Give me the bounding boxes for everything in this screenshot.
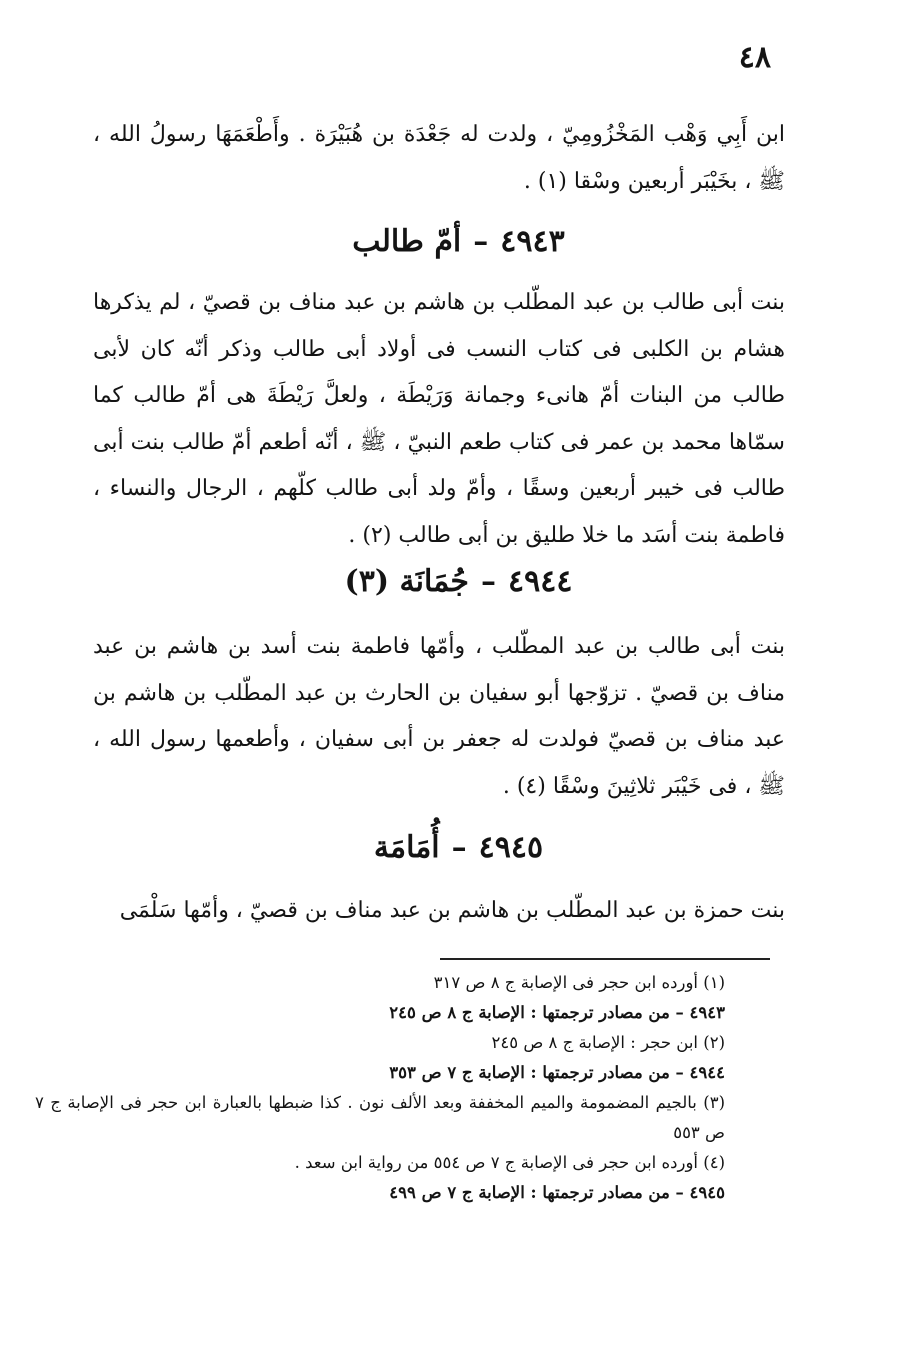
footnotes	[35, 968, 725, 1208]
footnote-4: (٤) أورده ابن حجر فى الإصابة ج ٧ ص ٥٥٤ من رواية ابن سعد .	[294, 1153, 725, 1172]
footnote-source-4943: ٤٩٤٣ – من مصادر ترجمتها : الإصابة ج ٨ ص ٢٤٥	[389, 1003, 725, 1022]
footnote-2: (٢) ابن حجر : الإصابة ج ٨ ص ٢٤٥	[491, 1033, 725, 1052]
footnote-1: (١) أورده ابن حجر فى الإصابة ج ٨ ص ٣١٧	[433, 973, 725, 992]
entry-text-4943: بنت أبى طالب بن عبد المطّلب بن هاشم بن عبد مناف بن قصيّ ، لم يذكرها هشام بن الكلبى فى كتاب النسب فى أولاد أبى طالب وذكر أنّه كان لأبى طالب من البنات أمّ هانىء وجمانة وَرَيْطَة ، ولعلَّ رَيْطَةَ هى أمّ طالب كما سمّاها محمد بن عمر فى كتاب طعم النبيّ ، ﷺ ، أنّه أطعم أمّ طالب بنت أبى طالب فى خيبر أربعين وسقًا ، وأمّ ولد أبى طالب كلّهم ، الرجال والنساء ، فاطمة بنت أسَد ما خلا طليق بن أبى طالب (٢) .	[93, 290, 785, 548]
entry-heading-4944	[0, 558, 917, 606]
entry-name: جُمَانَة (٣)	[344, 564, 469, 599]
entry-heading-4943	[0, 218, 917, 266]
footnote-3: (٣) بالجيم المضمومة والميم المخففة وبعد الألف نون . كذا ضبطها بالعبارة ابن حجر فى الإصابة ج ٧ ص ٥٥٣	[35, 1093, 725, 1142]
entry-text-4945: بنت حمزة بن عبد المطّلب بن هاشم بن عبد مناف بن قصيّ ، وأمّها سَلْمَى	[119, 898, 785, 923]
entry-number: ٤٩٤٥	[478, 830, 544, 865]
entry-dash: –	[451, 830, 467, 865]
entry-heading-4945	[0, 824, 917, 872]
entry-name: أُمَامَة	[373, 830, 440, 865]
footnote-source-4945: ٤٩٤٥ – من مصادر ترجمتها : الإصابة ج ٧ ص ٤٩٩	[389, 1183, 725, 1202]
footnote-divider	[440, 958, 770, 960]
entry-name: أمّ طالب	[352, 224, 462, 259]
footnote-source-4944: ٤٩٤٤ – من مصادر ترجمتها : الإصابة ج ٧ ص ٣٥٣	[389, 1063, 725, 1082]
entry-text-4944: بنت أبى طالب بن عبد المطّلب ، وأمّها فاطمة بنت أسد بن هاشم بن عبد مناف بن قصيّ . تزوّجها أبو سفيان بن الحارث بن عبد المطّلب بن هاشم بن عبد مناف بن قصيّ فولدت له جعفر بن أبى سفيان ، وأطعمها رسول الله ، ﷺ ، فى خَيْبَر ثلاثِينَ وسْقًا (٤) .	[93, 634, 785, 799]
entry-dash: –	[480, 564, 496, 599]
entry-number: ٤٩٤٣	[500, 224, 565, 259]
entry-number: ٤٩٤٤	[507, 564, 573, 599]
page-number: ٤٨	[738, 40, 771, 75]
intro-paragraph: ابن أَبِي وَهْب المَخْزُومِيّ ، ولدت له جَعْدَة بن هُبَيْرَة . وأَطْعَمَهَا رسولُ الله ، ﷺ ، بخَيْبَر أربعين وسْقا (١) .	[93, 122, 785, 194]
entry-dash: –	[473, 224, 489, 259]
